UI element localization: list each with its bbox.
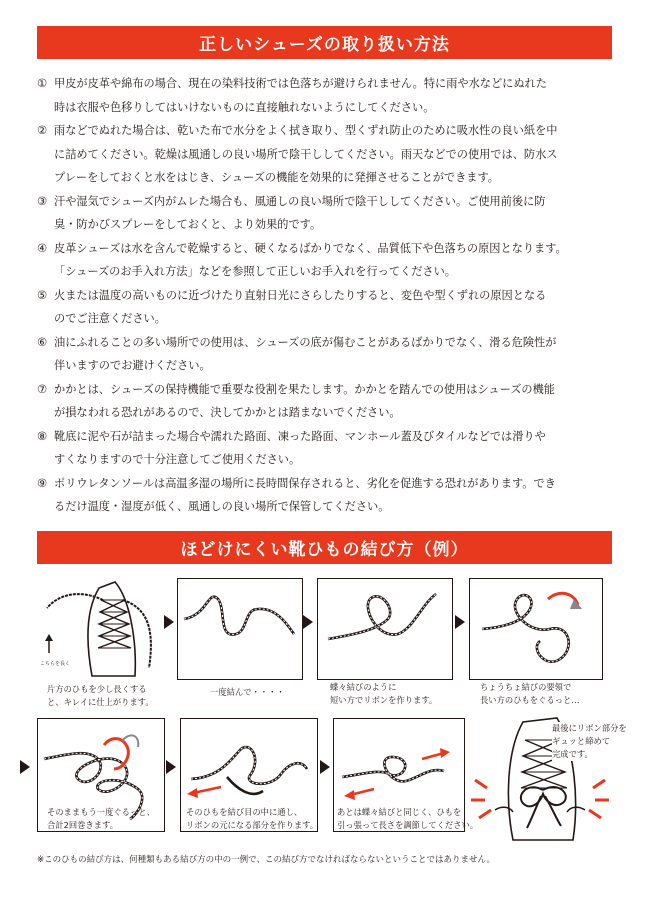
care-note-number: ⑥ xyxy=(37,335,48,349)
care-note xyxy=(37,378,617,425)
caption-step-8: 最後にリボン部分を ギュッと締めて 完成です。 xyxy=(552,723,627,759)
step-arrow-4 xyxy=(20,760,30,774)
care-note-line: 雨などでぬれた場合は、乾いた布で水分をよく拭き取り、型くずれ防止のために吸水性の良い紙を中 xyxy=(54,124,558,137)
care-note-line: るだけ温度・湿度が低く、風通しの良い場所で保管してください。 xyxy=(54,500,390,513)
caption-step-6: そのひもを結び目の中に通し、 リボンの元になる部分を作ります。 xyxy=(186,807,319,830)
lace-section-title: ほどけにくい靴ひもの結び方（例） xyxy=(37,531,612,564)
care-note-line: が損なわれる恐れがあるので、決してかかとは踏まないでください。 xyxy=(54,406,401,419)
care-note-line: かかとは、シューズの保持機能で重要な役割を果たします。かかとを踏んでの使用はシューズの機能 xyxy=(54,382,555,396)
care-note xyxy=(37,472,617,519)
care-note-line: プレーをしておくと水をはじき、シューズの機能を効果的に発揮させることができます。 xyxy=(54,171,499,184)
caption-step-5: そのままもう一度ぐるっと、 合計2回巻きます。 xyxy=(47,807,155,830)
care-note-line: 伴いますのでお避けください。 xyxy=(54,359,211,372)
care-note-number: ③ xyxy=(37,194,48,208)
care-note xyxy=(37,284,617,331)
care-note-number: ④ xyxy=(37,241,48,255)
step-arrow-5 xyxy=(166,760,176,774)
care-note xyxy=(37,119,617,190)
care-note-line: すくなりますので十分注意してご使用ください。 xyxy=(54,453,301,466)
care-note xyxy=(37,237,617,284)
care-note-number: ⑧ xyxy=(37,429,48,443)
care-note-line: 油にふれることの多い場所での使用は、シューズの底が傷むことがあるばかりでなく、滑る危険性が xyxy=(54,335,557,349)
care-note-line: 皮革シューズは水を含んで乾燥すると、硬くなるばかりでなく、品質低下や色落ちの原因となります。 xyxy=(54,241,567,255)
step-4-wrap-illustration xyxy=(470,579,602,679)
step-2-knot-illustration xyxy=(178,579,302,679)
step-3-panel xyxy=(317,578,453,680)
care-note xyxy=(37,331,617,378)
care-note-line: 汗や湿気でシューズ内がムレた場合も、風通しの良い場所で陰干ししてください。ご使用前後に防 xyxy=(54,194,546,208)
care-note-number: ① xyxy=(37,77,48,90)
step-1-small-label: こちらを長く xyxy=(40,661,71,667)
care-note-line: 臭・防かびスプレーをしておくと、より効果的です。 xyxy=(54,218,322,231)
care-note-text xyxy=(54,378,617,425)
caption-step-4: ちょうちょ結びの要領で 長い方のひもをぐるっと… xyxy=(480,682,580,705)
care-note-text xyxy=(54,284,617,331)
step-3-loop-illustration xyxy=(318,579,452,679)
care-note-line: ポリウレタンソールは高温多湿の場所に長時間保存されると、劣化を促進する恐れがあります。でき xyxy=(54,476,556,490)
care-note-number: ⑤ xyxy=(37,288,48,302)
care-note-number: ② xyxy=(37,124,48,137)
care-note-line: 時は衣服や色移りしてはいけないものに直接触れないようにしてください。 xyxy=(54,100,435,114)
care-note-line: 火または温度の高いものに近づけたり直射日光にさらしたりすると、変色や型くずれの原因となる xyxy=(54,288,547,302)
step-4-panel xyxy=(469,578,603,680)
care-note-text xyxy=(54,425,617,472)
caption-step-3: 蝶々結びのように 短い方でリボンを作ります。 xyxy=(330,682,438,705)
care-note xyxy=(37,190,617,237)
care-note-line: 靴底に泥や石が詰まった場合や濡れた路面、凍った路面、マンホール蓋及びタイルなどでは滑りや xyxy=(54,429,546,443)
step-2-panel xyxy=(177,578,303,680)
care-note-text xyxy=(54,331,617,378)
care-note xyxy=(37,425,617,472)
care-note-number: ⑦ xyxy=(37,382,48,396)
care-note-number: ⑨ xyxy=(37,476,48,490)
caption-step-1: 片方のひもを少し長くする と、キレイに仕上がります。 xyxy=(47,684,154,707)
care-note-line: 「シューズのお手入れ方法」などを参照して正しいお手入れを行ってください。 xyxy=(54,265,456,278)
step-arrow-1 xyxy=(164,615,174,629)
care-note-text xyxy=(54,72,617,119)
care-section-title: 正しいシューズの取り扱い方法 xyxy=(37,26,612,59)
care-note-line: のでご注意ください。 xyxy=(54,312,166,325)
care-note-line: に詰めてください。乾燥は風通しの良い場所で陰干ししてください。雨天などでの使用では、防水ス xyxy=(54,147,558,161)
care-note-text xyxy=(54,237,617,284)
care-notes-list xyxy=(37,72,617,519)
step-arrow-2 xyxy=(303,615,313,629)
step-arrow-6 xyxy=(320,760,330,774)
step-arrow-3 xyxy=(455,615,465,629)
caption-step-7: あとは蝶々結びと同じく、ひもを 引っ張って長さを調節してください。 xyxy=(337,807,479,830)
care-note xyxy=(37,72,617,119)
care-note-text xyxy=(54,119,617,190)
care-note-text xyxy=(54,472,617,519)
care-note-text xyxy=(54,190,617,237)
caption-step-2: 一度結んで・・・・ xyxy=(210,687,285,697)
care-note-line: 甲皮が皮革や綿布の場合、現在の染料技術では色落ちが避けられません。特に雨や水などにぬれた xyxy=(54,77,547,90)
lace-footnote: ※このひもの結び方は、何種類もある結び方の中の一例で、この結び方でなければならないということではありません。 xyxy=(37,855,495,865)
